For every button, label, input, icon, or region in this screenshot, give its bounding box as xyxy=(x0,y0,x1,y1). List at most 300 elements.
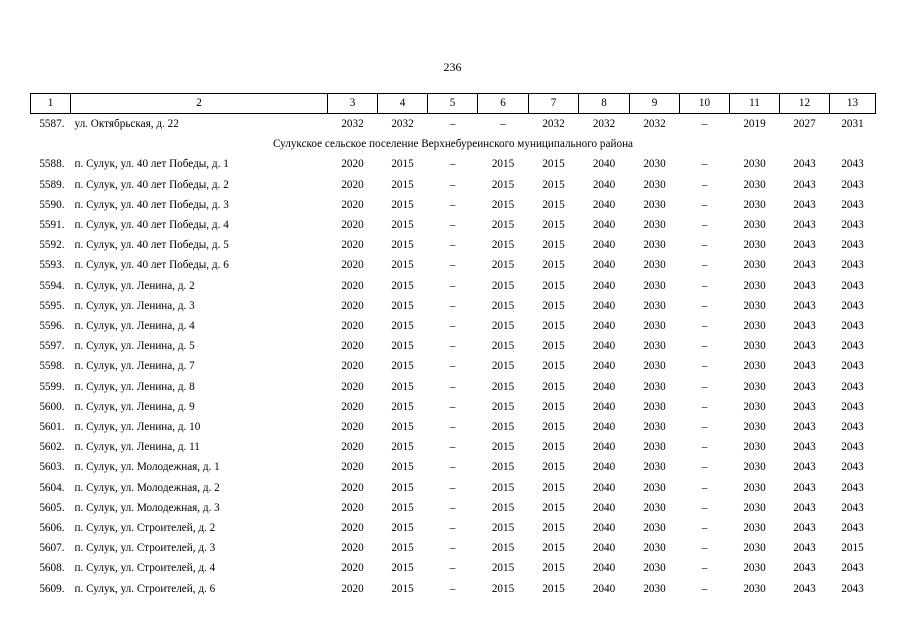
cell-col-11: 2030 xyxy=(743,259,766,272)
cell-col-5: – xyxy=(449,481,456,494)
cell-col-6: 2015 xyxy=(491,158,515,171)
cell-col-5: – xyxy=(449,340,456,353)
table-row xyxy=(31,356,876,376)
cell-col-7: 2015 xyxy=(542,421,565,434)
cell-col-9: 2030 xyxy=(643,582,666,595)
cell-col-4: 2015 xyxy=(391,501,414,514)
row-number: 5601. xyxy=(39,421,65,434)
cell-col-8: 2040 xyxy=(592,421,616,434)
cell-col-13: 2043 xyxy=(841,441,864,454)
row-address: п. Сулук, ул. Молодежная, д. 1 xyxy=(74,461,220,474)
cell-col-13: 2031 xyxy=(841,118,864,130)
cell-col-10: – xyxy=(701,360,708,373)
cell-col-13: 2043 xyxy=(841,380,864,393)
cell-col-9: 2030 xyxy=(643,380,666,393)
cell-col-5: – xyxy=(449,522,456,535)
cell-col-10: – xyxy=(701,219,708,232)
cell-col-12: 2043 xyxy=(793,178,816,191)
cell-col-4: 2015 xyxy=(391,340,414,353)
cell-col-10: – xyxy=(701,501,708,514)
row-number: 5604. xyxy=(39,481,65,494)
row-number: 5592. xyxy=(39,239,65,252)
row-address: п. Сулук, ул. Ленина, д. 5 xyxy=(74,340,195,353)
cell-col-10: – xyxy=(701,441,708,454)
column-header-11: 11 xyxy=(730,94,780,114)
cell-col-13: 2043 xyxy=(841,522,864,535)
cell-col-8: 2040 xyxy=(592,380,616,393)
cell-col-5: – xyxy=(449,461,456,474)
cell-col-7: 2015 xyxy=(542,481,565,494)
cell-col-10: – xyxy=(701,340,708,353)
cell-col-9: 2030 xyxy=(643,279,666,292)
cell-col-7: 2015 xyxy=(542,562,565,575)
cell-col-11: 2030 xyxy=(743,360,766,373)
cell-col-13: 2043 xyxy=(841,400,864,413)
row-address: п. Сулук, ул. Ленина, д. 3 xyxy=(74,299,195,312)
table-row xyxy=(31,377,876,397)
cell-col-3: 2020 xyxy=(341,421,364,434)
cell-col-10: – xyxy=(701,279,708,292)
row-address: п. Сулук, ул. 40 лет Победы, д. 1 xyxy=(74,158,229,171)
cell-col-8: 2040 xyxy=(592,340,616,353)
cell-col-9: 2030 xyxy=(643,421,666,434)
cell-col-8: 2040 xyxy=(592,542,616,555)
column-header-7: 7 xyxy=(529,94,579,114)
cell-col-12: 2043 xyxy=(793,380,816,393)
cell-col-11: 2030 xyxy=(743,582,766,595)
cell-col-8: 2040 xyxy=(592,441,616,454)
cell-col-6: 2015 xyxy=(491,340,515,353)
cell-col-4: 2015 xyxy=(391,219,414,232)
row-number: 5594. xyxy=(39,279,65,292)
cell-col-12: 2043 xyxy=(793,421,816,434)
cell-col-11: 2030 xyxy=(743,380,766,393)
cell-col-12: 2043 xyxy=(793,522,816,535)
table-header xyxy=(31,94,876,114)
row-number: 5600. xyxy=(39,400,65,413)
cell-col-5: – xyxy=(449,219,456,232)
cell-col-6: 2015 xyxy=(491,562,515,575)
cell-col-4: 2015 xyxy=(391,380,414,393)
cell-col-5: – xyxy=(449,421,456,434)
cell-col-5: – xyxy=(449,118,456,130)
table-row xyxy=(31,518,876,538)
cell-col-13: 2043 xyxy=(841,178,864,191)
cell-col-8: 2040 xyxy=(592,299,616,312)
cell-col-4: 2015 xyxy=(391,461,414,474)
cell-col-13: 2043 xyxy=(841,421,864,434)
cell-col-6: 2015 xyxy=(491,501,515,514)
section-row xyxy=(31,134,876,154)
cell-col-9: 2030 xyxy=(643,461,666,474)
cell-col-12: 2043 xyxy=(793,340,816,353)
cell-col-8: 2040 xyxy=(592,481,616,494)
row-number: 5588. xyxy=(39,158,65,171)
cell-col-9: 2030 xyxy=(643,340,666,353)
row-number: 5595. xyxy=(39,299,65,312)
table-row xyxy=(31,478,876,498)
row-number: 5590. xyxy=(39,198,65,211)
cell-col-9: 2030 xyxy=(643,178,666,191)
cell-col-5: – xyxy=(449,259,456,272)
cell-col-11: 2030 xyxy=(743,219,766,232)
row-number: 5596. xyxy=(39,320,65,333)
cell-col-10: – xyxy=(701,118,708,130)
cell-col-3: 2020 xyxy=(341,340,364,353)
cell-col-12: 2043 xyxy=(793,198,816,211)
cell-col-11: 2030 xyxy=(743,542,766,555)
cell-col-12: 2043 xyxy=(793,461,816,474)
cell-col-13: 2043 xyxy=(841,582,864,595)
row-address: п. Сулук, ул. Ленина, д. 4 xyxy=(74,320,195,333)
header-row xyxy=(31,94,876,114)
column-header-10: 10 xyxy=(680,94,730,114)
cell-col-3: 2020 xyxy=(341,299,364,312)
cell-col-13: 2043 xyxy=(841,219,864,232)
cell-col-12: 2043 xyxy=(793,299,816,312)
row-address: п. Сулук, ул. Молодежная, д. 2 xyxy=(74,481,220,494)
column-header-4: 4 xyxy=(378,94,428,114)
cell-col-12: 2027 xyxy=(793,118,816,130)
cell-col-9: 2030 xyxy=(643,320,666,333)
cell-col-13: 2015 xyxy=(841,542,864,555)
cell-col-10: – xyxy=(701,542,708,555)
cell-col-4: 2032 xyxy=(391,118,414,130)
cell-col-13: 2043 xyxy=(841,501,864,514)
cell-col-9: 2030 xyxy=(643,259,666,272)
cell-col-4: 2015 xyxy=(391,582,414,595)
cell-col-5: – xyxy=(449,279,456,292)
cell-col-11: 2030 xyxy=(743,481,766,494)
row-address: п. Сулук, ул. Ленина, д. 2 xyxy=(74,279,195,292)
cell-col-6: 2015 xyxy=(491,380,515,393)
cell-col-4: 2015 xyxy=(391,441,414,454)
cell-col-7: 2015 xyxy=(542,441,565,454)
cell-col-4: 2015 xyxy=(391,198,414,211)
table-row xyxy=(31,336,876,356)
row-address: п. Сулук, ул. Ленина, д. 10 xyxy=(74,421,201,434)
table-row xyxy=(31,316,876,336)
cell-col-10: – xyxy=(701,380,708,393)
cell-col-11: 2030 xyxy=(743,198,766,211)
cell-col-10: – xyxy=(701,259,708,272)
row-number: 5589. xyxy=(39,178,65,191)
cell-col-10: – xyxy=(701,461,708,474)
cell-col-6: 2015 xyxy=(491,360,515,373)
cell-col-13: 2043 xyxy=(841,340,864,353)
cell-col-3: 2020 xyxy=(341,239,364,252)
table-row xyxy=(31,437,876,457)
row-address: п. Сулук, ул. Молодежная, д. 3 xyxy=(74,501,220,514)
cell-col-8: 2040 xyxy=(592,400,616,413)
cell-col-6: 2015 xyxy=(491,441,515,454)
cell-col-6: 2015 xyxy=(491,259,515,272)
cell-col-6: 2015 xyxy=(491,198,515,211)
cell-col-8: 2040 xyxy=(592,178,616,191)
cell-col-12: 2043 xyxy=(793,501,816,514)
row-address: п. Сулук, ул. 40 лет Победы, д. 5 xyxy=(74,239,229,252)
table-row xyxy=(31,417,876,437)
cell-col-5: – xyxy=(449,158,456,171)
column-header-6: 6 xyxy=(478,94,529,114)
cell-col-10: – xyxy=(701,400,708,413)
row-address: п. Сулук, ул. Строителей, д. 6 xyxy=(74,582,216,595)
cell-col-6: 2015 xyxy=(491,299,515,312)
row-number: 5603. xyxy=(39,461,65,474)
row-number: 5598. xyxy=(39,360,65,373)
cell-col-8: 2032 xyxy=(592,118,616,130)
cell-col-5: – xyxy=(449,198,456,211)
cell-col-11: 2030 xyxy=(743,501,766,514)
table-row xyxy=(31,397,876,417)
column-header-9: 9 xyxy=(630,94,680,114)
cell-col-10: – xyxy=(701,562,708,575)
cell-col-9: 2030 xyxy=(643,198,666,211)
cell-col-8: 2040 xyxy=(592,320,616,333)
row-number: 5606. xyxy=(39,522,65,535)
table-row xyxy=(31,538,876,558)
cell-col-8: 2040 xyxy=(592,198,616,211)
cell-col-11: 2030 xyxy=(743,320,766,333)
cell-col-10: – xyxy=(701,178,708,191)
cell-col-11: 2019 xyxy=(743,118,766,130)
cell-col-4: 2015 xyxy=(391,400,414,413)
cell-col-10: – xyxy=(701,421,708,434)
section-title: Сулукское сельское поселение Верхнебуреинского муниципального района xyxy=(272,138,634,151)
table-row xyxy=(31,215,876,235)
cell-col-13: 2043 xyxy=(841,299,864,312)
table-row xyxy=(31,457,876,477)
cell-col-5: – xyxy=(449,320,456,333)
cell-col-8: 2040 xyxy=(592,259,616,272)
table-row xyxy=(31,154,876,174)
cell-col-7: 2015 xyxy=(542,461,565,474)
row-address: ул. Октябрьская, д. 22 xyxy=(74,118,179,130)
cell-col-3: 2020 xyxy=(341,198,364,211)
row-address: п. Сулук, ул. 40 лет Победы, д. 2 xyxy=(74,178,229,191)
cell-col-3: 2020 xyxy=(341,582,364,595)
cell-col-7: 2015 xyxy=(542,198,565,211)
cell-col-3: 2032 xyxy=(341,118,364,130)
cell-col-5: – xyxy=(449,582,456,595)
cell-col-11: 2030 xyxy=(743,522,766,535)
cell-col-9: 2030 xyxy=(643,299,666,312)
row-address: п. Сулук, ул. Строителей, д. 2 xyxy=(74,522,216,535)
table-row xyxy=(31,175,876,195)
cell-col-8: 2040 xyxy=(592,522,616,535)
cell-col-7: 2015 xyxy=(542,219,565,232)
cell-col-4: 2015 xyxy=(391,421,414,434)
cell-col-8: 2040 xyxy=(592,239,616,252)
cell-col-4: 2015 xyxy=(391,360,414,373)
cell-col-7: 2015 xyxy=(542,582,565,595)
column-header-1: 1 xyxy=(31,94,71,114)
cell-col-5: – xyxy=(449,400,456,413)
cell-col-7: 2015 xyxy=(542,259,565,272)
table-row xyxy=(31,558,876,578)
cell-col-3: 2020 xyxy=(341,400,364,413)
cell-col-12: 2043 xyxy=(793,158,816,171)
cell-col-8: 2040 xyxy=(592,501,616,514)
cell-col-5: – xyxy=(449,239,456,252)
cell-col-3: 2020 xyxy=(341,522,364,535)
cell-col-11: 2030 xyxy=(743,340,766,353)
row-address: п. Сулук, ул. 40 лет Победы, д. 6 xyxy=(74,259,229,272)
cell-col-7: 2015 xyxy=(542,360,565,373)
cell-col-3: 2020 xyxy=(341,360,364,373)
cell-col-13: 2043 xyxy=(841,239,864,252)
cell-col-11: 2030 xyxy=(743,421,766,434)
cell-col-4: 2015 xyxy=(391,178,414,191)
cell-col-8: 2040 xyxy=(592,158,616,171)
cell-col-7: 2015 xyxy=(542,299,565,312)
row-address: п. Сулук, ул. Ленина, д. 8 xyxy=(74,380,195,393)
cell-col-4: 2015 xyxy=(391,562,414,575)
cell-col-13: 2043 xyxy=(841,158,864,171)
cell-col-13: 2043 xyxy=(841,320,864,333)
cell-col-13: 2043 xyxy=(841,481,864,494)
cell-col-8: 2040 xyxy=(592,360,616,373)
cell-col-6: 2015 xyxy=(491,461,515,474)
cell-col-9: 2032 xyxy=(643,118,666,130)
cell-col-3: 2020 xyxy=(341,542,364,555)
cell-col-11: 2030 xyxy=(743,441,766,454)
cell-col-6: 2015 xyxy=(491,542,515,555)
row-address: п. Сулук, ул. Ленина, д. 7 xyxy=(74,360,195,373)
cell-col-6: 2015 xyxy=(491,320,515,333)
cell-col-6: 2015 xyxy=(491,481,515,494)
cell-col-8: 2040 xyxy=(592,279,616,292)
cell-col-10: – xyxy=(701,198,708,211)
cell-col-9: 2030 xyxy=(643,562,666,575)
row-number: 5587. xyxy=(39,118,65,130)
cell-col-3: 2020 xyxy=(341,219,364,232)
cell-col-7: 2015 xyxy=(542,239,565,252)
cell-col-6: 2015 xyxy=(491,239,515,252)
cell-col-12: 2043 xyxy=(793,360,816,373)
column-header-3: 3 xyxy=(328,94,378,114)
cell-col-6: 2015 xyxy=(491,522,515,535)
cell-col-11: 2030 xyxy=(743,461,766,474)
table-body xyxy=(31,114,876,599)
cell-col-3: 2020 xyxy=(341,279,364,292)
table-row xyxy=(31,276,876,296)
cell-col-11: 2030 xyxy=(743,279,766,292)
table-row xyxy=(31,498,876,518)
cell-col-4: 2015 xyxy=(391,279,414,292)
cell-col-7: 2015 xyxy=(542,380,565,393)
table-row xyxy=(31,296,876,316)
row-number: 5602. xyxy=(39,441,65,454)
cell-col-9: 2030 xyxy=(643,481,666,494)
cell-col-10: – xyxy=(701,481,708,494)
cell-col-3: 2020 xyxy=(341,461,364,474)
cell-col-10: – xyxy=(701,299,708,312)
cell-col-13: 2043 xyxy=(841,461,864,474)
cell-col-6: 2015 xyxy=(491,279,515,292)
cell-col-3: 2020 xyxy=(341,562,364,575)
cell-col-12: 2043 xyxy=(793,400,816,413)
cell-col-5: – xyxy=(449,501,456,514)
row-address: п. Сулук, ул. Ленина, д. 9 xyxy=(74,400,195,413)
cell-col-8: 2040 xyxy=(592,461,616,474)
cell-col-7: 2015 xyxy=(542,158,565,171)
cell-col-11: 2030 xyxy=(743,299,766,312)
cell-col-12: 2043 xyxy=(793,542,816,555)
cell-col-4: 2015 xyxy=(391,299,414,312)
cell-col-10: – xyxy=(701,239,708,252)
cell-col-3: 2020 xyxy=(341,380,364,393)
cell-col-4: 2015 xyxy=(391,158,414,171)
cell-col-6: 2015 xyxy=(491,178,515,191)
cell-col-6: 2015 xyxy=(491,421,515,434)
cell-col-8: 2040 xyxy=(592,219,616,232)
cell-col-4: 2015 xyxy=(391,320,414,333)
row-number: 5599. xyxy=(39,380,65,393)
table-row xyxy=(31,114,876,135)
cell-col-3: 2020 xyxy=(341,320,364,333)
cell-col-9: 2030 xyxy=(643,239,666,252)
cell-col-12: 2043 xyxy=(793,219,816,232)
cell-col-9: 2030 xyxy=(643,360,666,373)
table-row xyxy=(31,255,876,275)
cell-col-11: 2030 xyxy=(743,158,766,171)
cell-col-13: 2043 xyxy=(841,562,864,575)
cell-col-13: 2043 xyxy=(841,279,864,292)
cell-col-5: – xyxy=(449,299,456,312)
row-number: 5591. xyxy=(39,219,65,232)
cell-col-5: – xyxy=(449,360,456,373)
table-row xyxy=(31,579,876,599)
cell-col-3: 2020 xyxy=(341,481,364,494)
cell-col-7: 2015 xyxy=(542,542,565,555)
cell-col-9: 2030 xyxy=(643,400,666,413)
column-header-13: 13 xyxy=(830,94,876,114)
cell-col-6: 2015 xyxy=(491,582,515,595)
cell-col-11: 2030 xyxy=(743,400,766,413)
table-row xyxy=(31,195,876,215)
cell-col-3: 2020 xyxy=(341,441,364,454)
cell-col-9: 2030 xyxy=(643,501,666,514)
cell-col-8: 2040 xyxy=(592,582,616,595)
cell-col-5: – xyxy=(449,542,456,555)
row-address: п. Сулук, ул. 40 лет Победы, д. 4 xyxy=(74,219,229,232)
cell-col-12: 2043 xyxy=(793,481,816,494)
cell-col-12: 2043 xyxy=(793,239,816,252)
cell-col-8: 2040 xyxy=(592,562,616,575)
cell-col-13: 2043 xyxy=(841,360,864,373)
cell-col-4: 2015 xyxy=(391,259,414,272)
row-address: п. Сулук, ул. Строителей, д. 4 xyxy=(74,562,216,575)
cell-col-7: 2032 xyxy=(542,118,565,130)
cell-col-12: 2043 xyxy=(793,259,816,272)
cell-col-4: 2015 xyxy=(391,239,414,252)
cell-col-9: 2030 xyxy=(643,219,666,232)
schedule-table xyxy=(30,93,876,599)
cell-col-4: 2015 xyxy=(391,522,414,535)
cell-col-5: – xyxy=(449,562,456,575)
cell-col-6: – xyxy=(500,118,506,130)
cell-col-3: 2020 xyxy=(341,178,364,191)
cell-col-3: 2020 xyxy=(341,259,364,272)
cell-col-5: – xyxy=(449,380,456,393)
cell-col-9: 2030 xyxy=(643,158,666,171)
cell-col-12: 2043 xyxy=(793,582,816,595)
cell-col-10: – xyxy=(701,320,708,333)
column-header-2: 2 xyxy=(71,94,328,114)
cell-col-9: 2030 xyxy=(643,542,666,555)
cell-col-4: 2015 xyxy=(391,542,414,555)
